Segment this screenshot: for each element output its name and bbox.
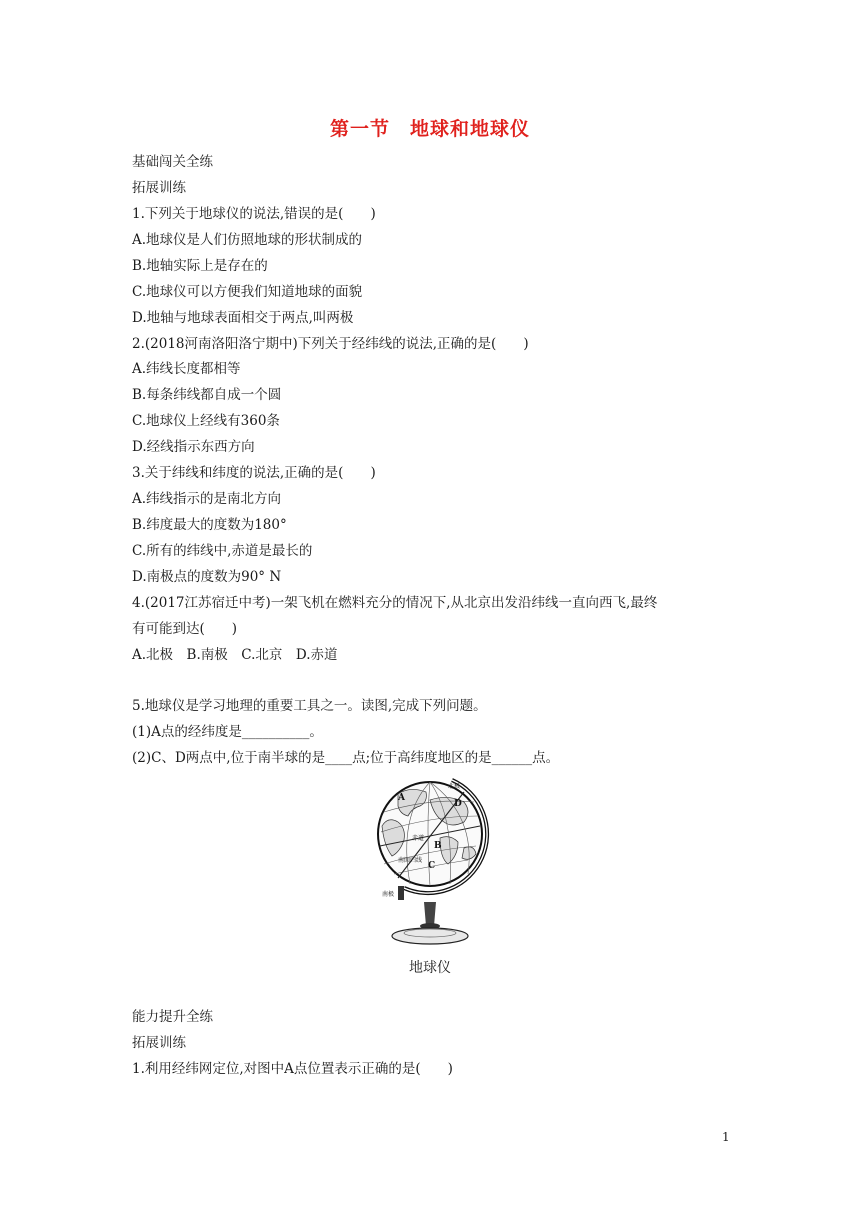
question-1-option-b: B.地轴实际上是存在的 (132, 258, 268, 274)
question-2-option-a: A.纬线长度都相等 (132, 361, 241, 377)
page-number: 1 (722, 1130, 730, 1144)
question-2-option-d: D.经线指示东西方向 (132, 439, 255, 455)
question-3-stem: 3.关于纬线和纬度的说法,正确的是( ) (132, 465, 376, 481)
point-b-label: B (434, 841, 442, 851)
figure-caption: 地球仪 (409, 960, 451, 976)
question-1-option-a: A.地球仪是人们仿照地球的形状制成的 (132, 232, 363, 248)
question-3-option-a: A.纬线指示的是南北方向 (132, 491, 282, 507)
question-3-option-b: B.纬度最大的度数为180° (132, 517, 287, 533)
question-2-stem: 2.(2018河南洛阳洛宁期中)下列关于经纬线的说法,正确的是( ) (132, 336, 529, 352)
point-c-label: C (428, 861, 436, 871)
section-heading-basic: 基础闯关全练 (132, 154, 213, 170)
point-d-label: D (454, 799, 462, 809)
equator-label: 赤道 (412, 835, 425, 842)
question-1-stem: 1.下列关于地球仪的说法,错误的是( ) (132, 206, 376, 222)
question-5-stem: 5.地球仪是学习地理的重要工具之一。读图,完成下列问题。 (132, 698, 487, 714)
question-5-part-2: (2)C、D两点中,位于南半球的是____点;位于高纬度地区的是______点。 (132, 750, 560, 766)
question-2-option-c: C.地球仪上经线有360条 (132, 413, 280, 429)
south-pole-label: 南极 (382, 891, 395, 898)
point-a-label: A (398, 793, 405, 803)
north-pole-label: 北极 (448, 783, 461, 790)
section-heading-advanced: 能力提升全练 (132, 1009, 213, 1025)
question-1-option-c: C.地球仪可以方便我们知道地球的面貌 (132, 284, 363, 300)
question-3-option-c: C.所有的纬线中,赤道是最长的 (132, 543, 313, 559)
question-6-stem: 1.利用经纬网定位,对图中A点位置表示正确的是( ) (132, 1061, 453, 1077)
tropic-south-label: 南回归线 (398, 857, 423, 864)
subheading-extension: 拓展训练 (132, 180, 186, 196)
question-4-stem-line2: 有可能到达( ) (132, 621, 238, 637)
subheading-extension-2: 拓展训练 (132, 1035, 186, 1051)
page-title: 第一节 地球和地球仪 (329, 118, 530, 140)
question-1-option-d: D.地轴与地球表面相交于两点,叫两极 (132, 310, 354, 326)
question-5-part-1: (1)A点的经纬度是__________。 (132, 724, 323, 740)
question-3-option-d: D.南极点的度数为90° N (132, 569, 282, 585)
globe-figure (368, 776, 498, 948)
question-2-option-b: B.每条纬线都自成一个圆 (132, 387, 282, 403)
question-4-stem-line1: 4.(2017江苏宿迁中考)一架飞机在燃料充分的情况下,从北京出发沿纬线一直向西飞,最终 (132, 595, 658, 611)
question-4-options: A.北极 B.南极 C.北京 D.赤道 (132, 647, 338, 663)
